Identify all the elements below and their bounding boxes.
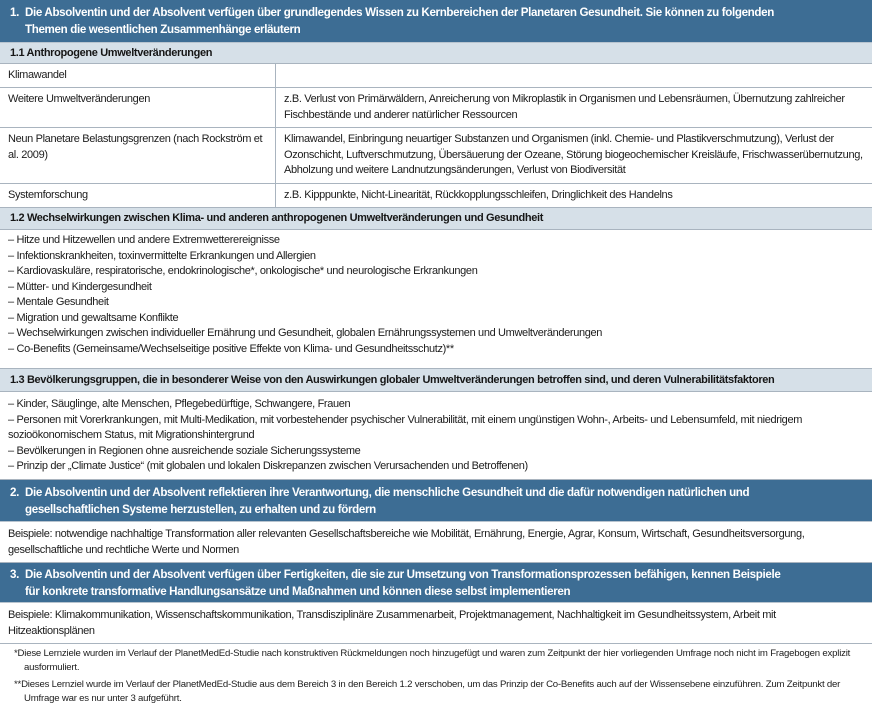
row-label: Neun Planetare Belastungsgrenzen (nach Rockström et al. 2009) [0, 128, 276, 183]
subsection-1-2-title: 1.2 Wechselwirkungen zwischen Klima- und anderen anthropogenen Umweltveränderungen und Gesundheit [10, 212, 544, 224]
list-item: – Wechselwirkungen zwischen individueller Ernährung und Gesundheit, globalen Ernährungssystemen und Umweltveränderungen [8, 327, 603, 339]
section-3-heading-line-2: für konkrete transformative Handlungsansätze und Maßnahmen und können diese selbst implementieren [25, 585, 571, 598]
list-item: – Bevölkerungen in Regionen ohne ausreichende soziale Sicherungssysteme [8, 444, 361, 457]
section-2-examples [0, 522, 872, 563]
table-row [0, 184, 872, 208]
section-2-heading-line-1: Die Absolventin und der Absolvent reflektieren ihre Verantwortung, die menschliche Gesundheit und die dafür notwendigen natürlichen und [25, 486, 750, 499]
row-detail: z.B. Verlust von Primärwäldern, Anreicherung von Mikroplastik in Organismen und Lebensräumen, Übernutzung zahlreicher Fischbestände und anderer natürlicher Ressourcen [284, 93, 845, 121]
section-2-example-text: Beispiele: notwendige nachhaltige Transformation aller relevanten Gesellschaftsbereiche wie Mobilität, Ernährung, Energie, Agrar, Konsum, Wirtschaft, Gesundheitsversorgung, gesellschaftliche und rechtliche Werte und Normen [8, 528, 805, 556]
section-1-heading [0, 0, 872, 43]
section-2-heading [0, 480, 872, 522]
subsection-1-2-list [0, 230, 872, 369]
section-1-heading-line-1: Die Absolventin und der Absolvent verfügen über grundlegendes Wissen zu Kernbereichen der Planetaren Gesundheit. Sie können zu folgenden [25, 6, 774, 19]
section-2-heading-line-2: gesellschaftlichen Systeme herzustellen, zu erhalten und zu fördern [25, 503, 376, 516]
subsection-1-2-heading [0, 208, 872, 230]
section-1-heading-line-2: Themen die wesentlichen Zusammenhänge erläutern [25, 23, 301, 36]
list-item: sozioökonomischem Status, mit Migrationshintergrund [8, 429, 255, 441]
list-item: – Hitze und Hitzewellen und andere Extremwetterereignisse [8, 234, 280, 246]
subsection-1-1-heading [0, 43, 872, 64]
row-detail: z.B. Kipppunkte, Nicht-Linearität, Rückkopplungsschleifen, Dringlichkeit des Handelns [284, 189, 673, 201]
list-item: – Kardiovaskuläre, respiratorische, endokrinologische*, onkologische* und neurologische Erkrankungen [8, 265, 478, 277]
section-2-number: 2. [10, 486, 19, 499]
section-3-heading-line-1: Die Absolventin und der Absolvent verfügen über Fertigkeiten, die sie zur Umsetzung von Transformationsprozessen befähigen, kennen Beispiele [25, 568, 781, 581]
section-1-number: 1. [10, 6, 19, 19]
section-3-heading [0, 563, 872, 603]
list-item: – Kinder, Säuglinge, alte Menschen, Pflegebedürftige, Schwangere, Frauen [8, 398, 351, 410]
list-item: – Infektionskrankheiten, toxinvermittelte Erkrankungen und Allergien [8, 249, 316, 262]
subsection-1-3-list [0, 392, 872, 480]
row-label: Systemforschung [0, 184, 276, 207]
table-row [0, 88, 872, 128]
section-3-examples [0, 603, 872, 644]
list-item: – Migration und gewaltsame Konflikte [8, 311, 179, 324]
list-item: – Mentale Gesundheit [8, 296, 109, 308]
subsection-1-3-heading [0, 369, 872, 392]
list-item: – Mütter- und Kindergesundheit [8, 280, 152, 293]
row-label: Klimawandel [0, 64, 276, 87]
subsection-1-3-title: 1.3 Bevölkerungsgruppen, die in besonderer Weise von den Auswirkungen globaler Umweltveränderungen betroffen sind, und deren Vulnerabilitätsfaktoren [10, 374, 775, 386]
footnote-1: *Diese Lernziele wurden im Verlauf der PlanetMedEd-Studie nach konstruktiven Rückmeldungen noch hinzugefügt und waren zum Zeitpunkt der hier vorliegenden Umfrage noch nicht im Fragebogen explizit ausformuliert. [14, 648, 851, 673]
section-3-number: 3. [10, 568, 19, 581]
list-item: – Prinzip der „Climate Justice“ (mit globalen und lokalen Diskrepanzen zwischen Verursachenden und Betroffenen) [8, 460, 528, 472]
subsection-1-1-title: 1.1 Anthropogene Umweltveränderungen [10, 47, 213, 59]
footnote-2: **Dieses Lernziel wurde im Verlauf der PlanetMedEd-Studie aus dem Bereich 3 in den Bereich 1.2 verschoben, um das Prinzip der Co-Benefits auch auf der Wissensebene einzuführen. Zum Zeitpunkt der Umfrage war es nur unter 3 aufgeführt. [14, 679, 841, 704]
section-3-example-text: Beispiele: Klimakommunikation, Wissenschaftskommunikation, Transdisziplinäre Zusammenarbeit, Projektmanagement, Nachhaltigkeit im Gesundheitssystem, Arbeit mit Hitzeaktionsplänen [8, 609, 776, 637]
row-label: Weitere Umweltveränderungen [0, 88, 276, 127]
row-detail [276, 64, 872, 87]
list-item: – Personen mit Vorerkrankungen, mit Multi-Medikation, mit vorbestehender psychischer Vulnerabilität, mit einem ungünstigen Wohn-, Arbeits- und Lebensumfeld, mit niedrigem [8, 413, 803, 426]
row-detail: Klimawandel, Einbringung neuartiger Substanzen und Organismen (inkl. Chemie- und Plastikverschmutzung), Verlust der Ozonschicht, Luftverschmutzung, Übersäuerung der Ozeane, Störung biogeochemischer Kreisläufe, Frischwasserübernutzung, Abholzung und weitere Landnutzungsänderungen, Verlust von Biodiversität [284, 133, 863, 176]
table-row [0, 64, 872, 88]
list-item: – Co-Benefits (Gemeinsame/Wechselseitige positive Effekte von Klima- und Gesundheitsschutz)** [8, 342, 454, 355]
table-row [0, 128, 872, 184]
footnotes [0, 644, 872, 705]
